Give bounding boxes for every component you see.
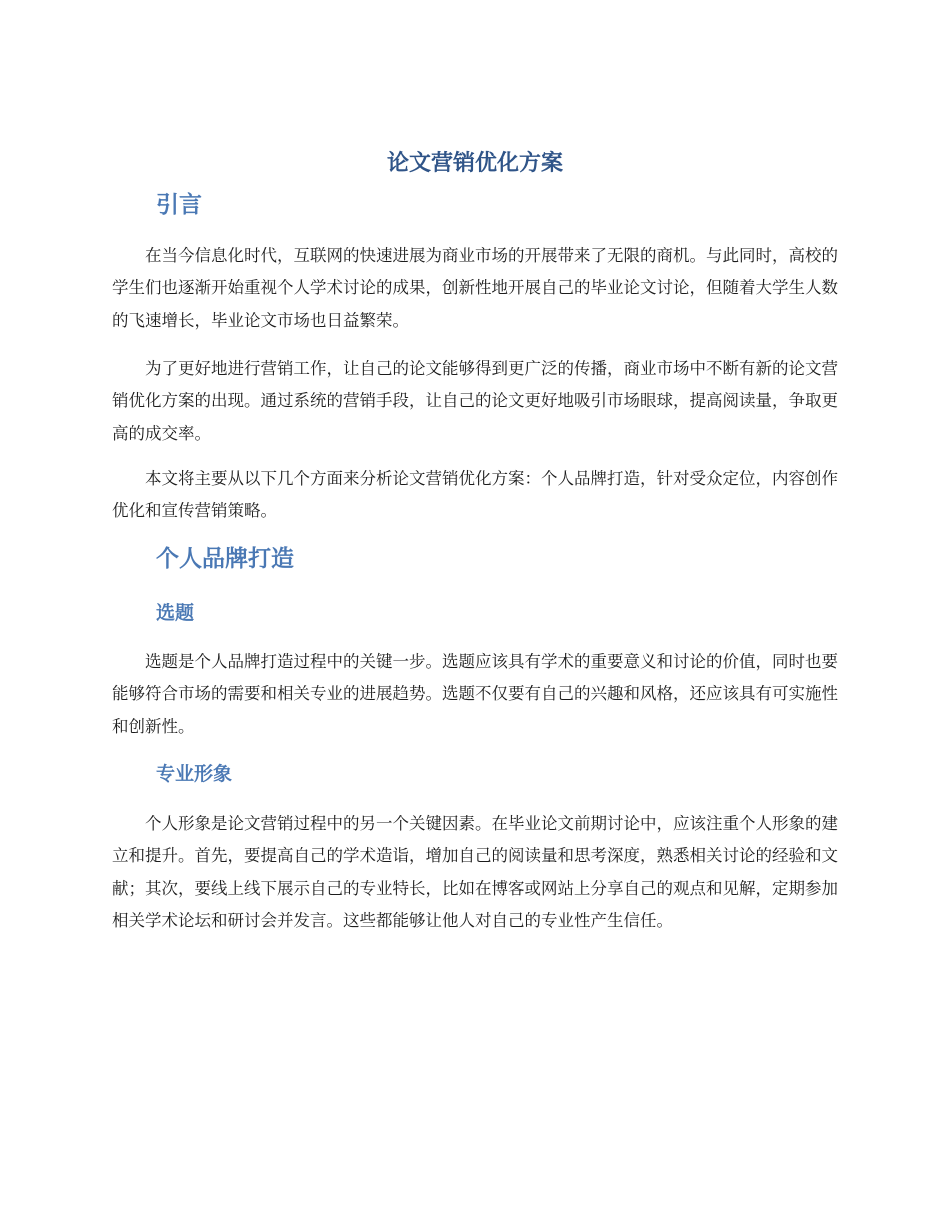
subsection-heading-professional-image: 专业形象 <box>156 763 233 785</box>
intro-paragraph-3: 本文将主要从以下几个方面来分析论文营销优化方案：个人品牌打造，针对受众定位，内容创作优化和宣传营销策略。 <box>112 469 838 521</box>
professional-image-paragraph: 个人形象是论文营销过程中的另一个关键因素。在毕业论文前期讨论中，应该注重个人形象的建立和提升。首先，要提高自己的学术造诣，增加自己的阅读量和思考深度，熟悉相关讨论的经验和文献；其次，要线上线下展示自己的专业特长，比如在博客或网站上分享自己的观点和见解，定期参加相关学术论坛和研讨会并发言。这些都能够让他人对自己的专业性产生信任。 <box>112 814 838 930</box>
section-heading-personal-brand: 个人品牌打造 <box>156 546 294 572</box>
document-title: 论文营销优化方案 <box>386 151 563 176</box>
section-heading-introduction: 引言 <box>156 192 202 218</box>
intro-paragraph-2: 为了更好地进行营销工作，让自己的论文能够得到更广泛的传播，商业市场中不断有新的论文营销优化方案的出现。通过系统的营销手段，让自己的论文更好地吸引市场眼球，提高阅读量，争取更高的成交率。 <box>112 359 838 443</box>
topic-selection-paragraph: 选题是个人品牌打造过程中的关键一步。选题应该具有学术的重要意义和讨论的价值，同时也要能够符合市场的需要和相关专业的进展趋势。选题不仅要有自己的兴趣和风格，还应该具有可实施性和创新性。 <box>112 652 838 736</box>
subsection-heading-topic-selection: 选题 <box>156 602 195 624</box>
intro-paragraph-1: 在当今信息化时代，互联网的快速进展为商业市场的开展带来了无限的商机。与此同时，高校的学生们也逐渐开始重视个人学术讨论的成果，创新性地开展自己的毕业论文讨论，但随着大学生人数的飞速增长，毕业论文市场也日益繁荣。 <box>112 246 838 330</box>
